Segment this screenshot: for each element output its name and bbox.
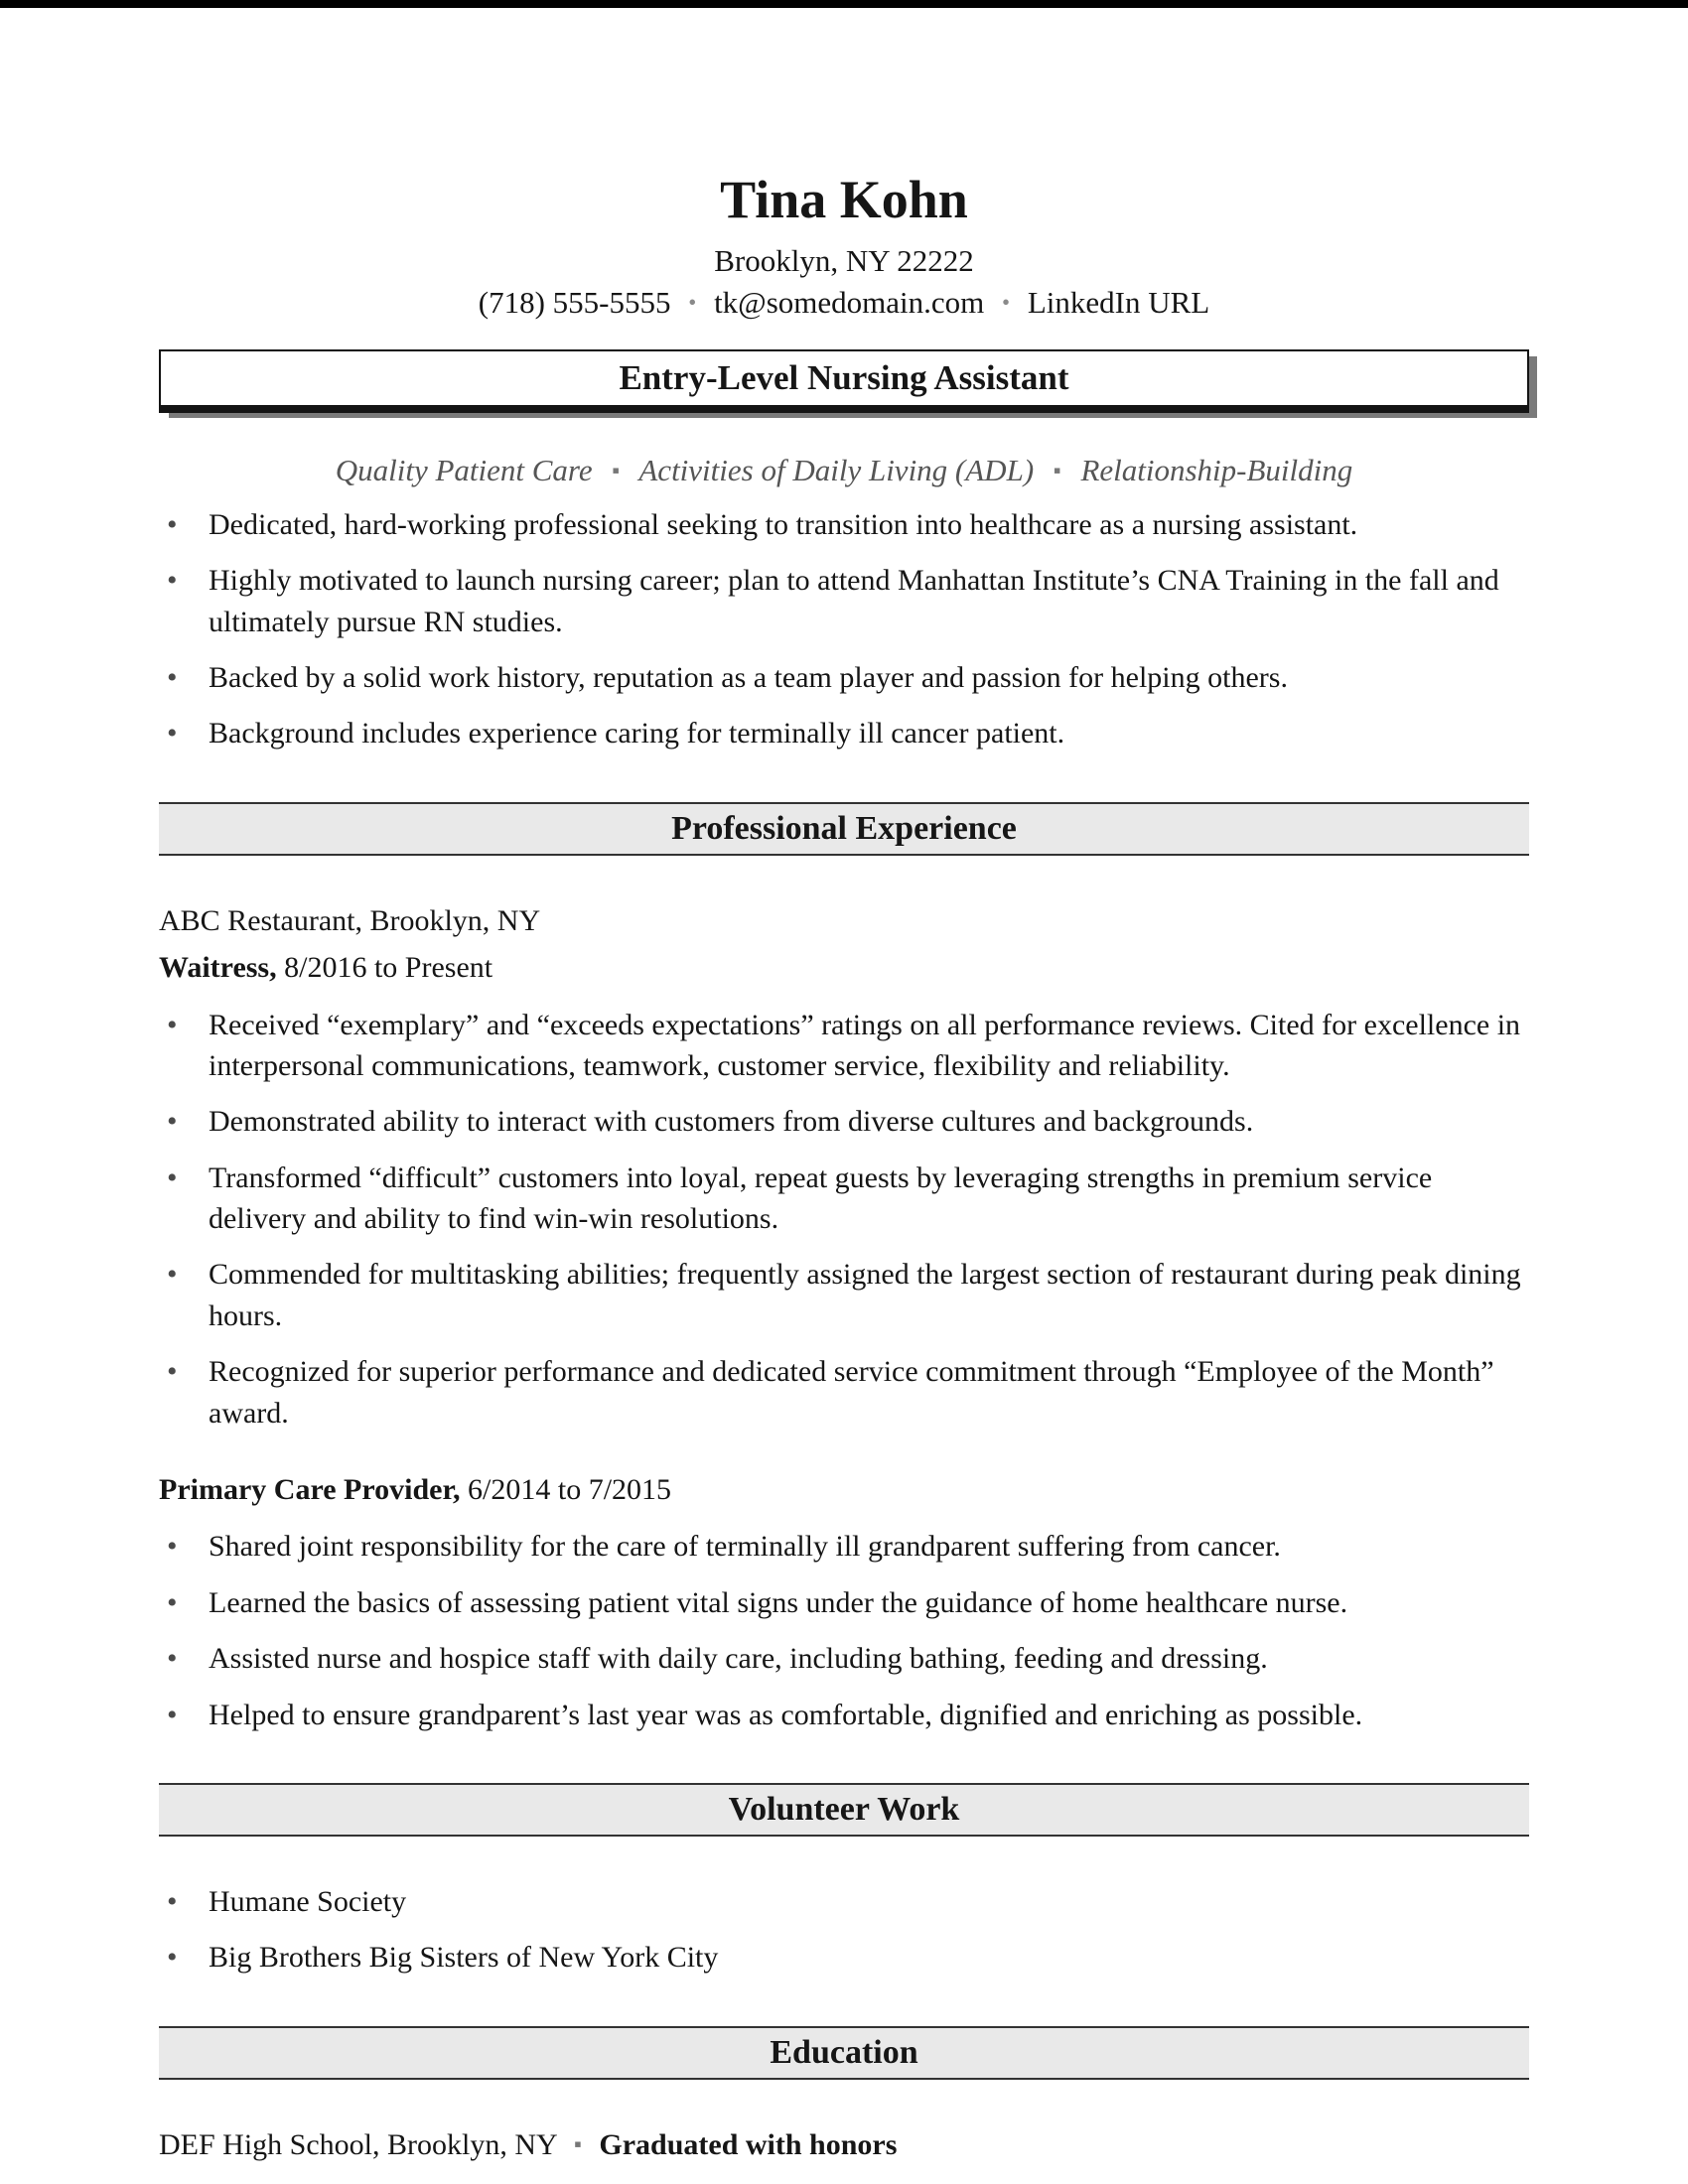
skill-item: Relationship-Building <box>1080 452 1353 487</box>
bullet-item: • Dedicated, hard-working professional seeking to transition into healthcare as a nursing assistant. <box>159 504 1529 545</box>
honors-text: Graduated with honors <box>599 2127 898 2161</box>
job-target-label: Entry-Level Nursing Assistant <box>619 357 1069 397</box>
location-line: Brooklyn, NY 22222 <box>714 243 974 279</box>
resume-header <box>159 169 1529 324</box>
job-dates: 8/2016 to Present <box>284 951 493 985</box>
job-title: Waitress, <box>159 951 277 985</box>
job-block-waitress <box>159 947 1529 1433</box>
skill-item: Quality Patient Care <box>335 452 593 487</box>
phone-number: (718) 555-5555 <box>478 284 671 320</box>
bullet-item: • Highly motivated to launch nursing career; plan to attend Manhattan Institute’s CNA Training in the fall and ultimately pursue RN studies. <box>159 560 1529 642</box>
job-title: Primary Care Provider, <box>159 1473 461 1507</box>
bullet-item: • Shared joint responsibility for the care of terminally ill grandparent suffering from cancer. <box>159 1526 1529 1567</box>
job-bullet-list <box>159 1005 1529 1434</box>
section-heading-experience: Professional Experience <box>159 802 1529 856</box>
job-bullet-list <box>159 1526 1529 1735</box>
contact-line <box>159 282 1529 324</box>
separator-dot: • <box>688 289 697 315</box>
section-heading-education: Education <box>159 2026 1529 2080</box>
job-dates: 6/2014 to 7/2015 <box>468 1473 672 1507</box>
bullet-item: • Demonstrated ability to interact with customers from diverse cultures and backgrounds. <box>159 1101 1529 1142</box>
separator-square: ▪ <box>612 457 621 482</box>
bullet-item: • Background includes experience caring for terminally ill cancer patient. <box>159 713 1529 753</box>
bullet-item: • Recognized for superior performance and dedicated service commitment through “Employee of the Month” award. <box>159 1351 1529 1433</box>
volunteer-bullet-list <box>159 1881 1529 1979</box>
job-target-banner <box>159 349 1529 413</box>
bullet-item: • Commended for multitasking abilities; frequently assigned the largest section of restaurant during peak dining hours. <box>159 1254 1529 1336</box>
bullet-item: • Helped to ensure grandparent’s last year was as comfortable, dignified and enriching as possible. <box>159 1695 1529 1735</box>
employer-line: ABC Restaurant, Brooklyn, NY <box>159 903 541 937</box>
skills-line <box>159 453 1529 488</box>
skill-item: Activities of Daily Living (ADL) <box>638 452 1035 487</box>
bullet-item: • Assisted nurse and hospice staff with daily care, including bathing, feeding and dressing. <box>159 1638 1529 1679</box>
bullet-item: • Big Brothers Big Sisters of New York City <box>159 1937 1529 1978</box>
section-heading-volunteer: Volunteer Work <box>159 1783 1529 1837</box>
bullet-item: • Backed by a solid work history, reputation as a team player and passion for helping others. <box>159 657 1529 698</box>
bullet-item: • Humane Society <box>159 1881 1529 1922</box>
bullet-item: • Transformed “difficult” customers into loyal, repeat guests by leveraging strengths in premium service delivery and ability to find win-win resolutions. <box>159 1158 1529 1240</box>
person-name: Tina Kohn <box>720 170 968 229</box>
school-name: DEF High School, Brooklyn, NY <box>159 2127 557 2161</box>
separator-dot: • <box>1002 289 1011 315</box>
linkedin-url: LinkedIn URL <box>1027 284 1210 320</box>
job-block-primary-care <box>159 1469 1529 1735</box>
bullet-item: • Received “exemplary” and “exceeds expectations” ratings on all performance reviews. Cited for excellence in interpersonal communications, teamwork, customer service, flexibility and reliability. <box>159 1005 1529 1087</box>
bullet-item: • Learned the basics of assessing patient vital signs under the guidance of home healthcare nurse. <box>159 1582 1529 1623</box>
summary-bullet-list <box>159 504 1529 754</box>
top-edge-artifact <box>0 0 1688 8</box>
separator-square: ▪ <box>574 2130 582 2156</box>
job-title-line <box>159 1469 1529 1510</box>
education-line <box>159 2124 1529 2165</box>
job-title-line <box>159 947 1529 988</box>
separator-square: ▪ <box>1053 457 1061 482</box>
email-address: tk@somedomain.com <box>714 284 985 320</box>
